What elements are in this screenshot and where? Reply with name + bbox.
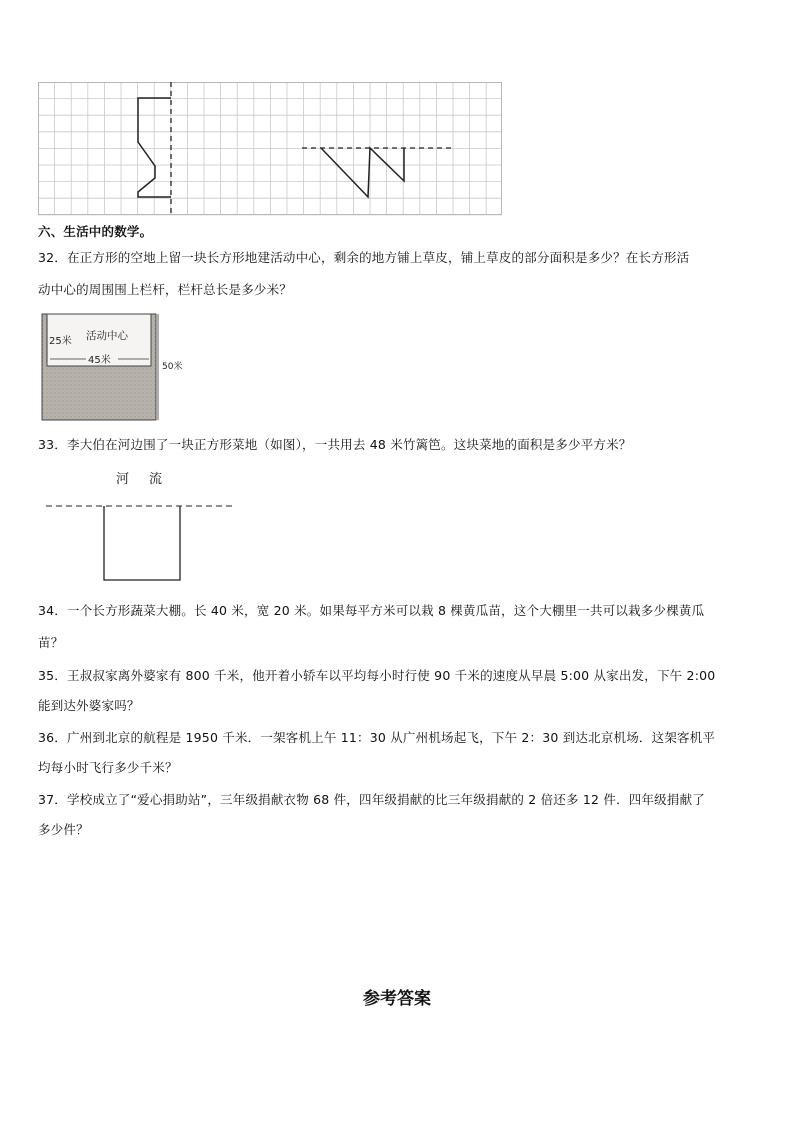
river-label-he: 河 <box>116 472 130 487</box>
river-label-liu: 流 <box>149 472 163 487</box>
half-shape-right <box>321 148 404 197</box>
answer-title: 参考答案 <box>363 989 431 1009</box>
question-36-line-1: 36．广州到北京的航程是 1950 千米．一架客机上午 11：30 从广州机场起飞，下午 2：30 到达北京机场．这架客机平 <box>38 730 716 745</box>
symmetry-grid-figure <box>38 82 503 216</box>
label-50m: 50米 <box>162 362 183 372</box>
question-36-line-2: 均每小时飞行多少千米？ <box>38 760 178 775</box>
question-37-line-2: 多少件？ <box>38 822 89 837</box>
question-32-line-1: 32．在正方形的空地上留一块长方形地建活动中心，剩余的地方铺上草皮，铺上草皮的部分面积是多少？在长方形活 <box>38 250 690 265</box>
question-34-line-1: 34．一个长方形蔬菜大棚。长 40 米，宽 20 米。如果每平方米可以栽 8 棵黄瓜苗，这个大棚里一共可以栽多少棵黄瓜 <box>38 603 705 618</box>
label-45m: 45米 <box>88 355 111 366</box>
question-37-line-1: 37．学校成立了“爱心捐助站”，三年级捐献衣物 68 件，四年级捐献的比三年级捐献的 2 倍还多 12 件．四年级捐献了 <box>38 792 705 807</box>
question-35-line-1: 35．王叔叔家离外婆家有 800 千米，他开着小轿车以平均每小时行使 90 千米的速度从早晨 5:00 从家出发，下午 2:00 <box>38 668 716 683</box>
activity-center-figure <box>38 308 198 424</box>
section-heading: 六、生活中的数学。 <box>38 224 153 239</box>
vegetable-garden-figure <box>44 500 240 586</box>
question-34-line-2: 苗？ <box>38 635 64 650</box>
garden-fence <box>104 506 180 580</box>
question-35-line-2: 能到达外婆家吗？ <box>38 698 140 713</box>
question-33-line-1: 33．李大伯在河边围了一块正方形菜地（如图），一共用去 48 米竹篱笆。这块菜地的面积是多少平方米？ <box>38 437 632 452</box>
label-25m: 25米 <box>49 336 72 347</box>
label-activity-center: 活动中心 <box>86 330 128 342</box>
question-32-line-2: 动中心的周围围上栏杆，栏杆总长是多少米？ <box>38 282 293 297</box>
